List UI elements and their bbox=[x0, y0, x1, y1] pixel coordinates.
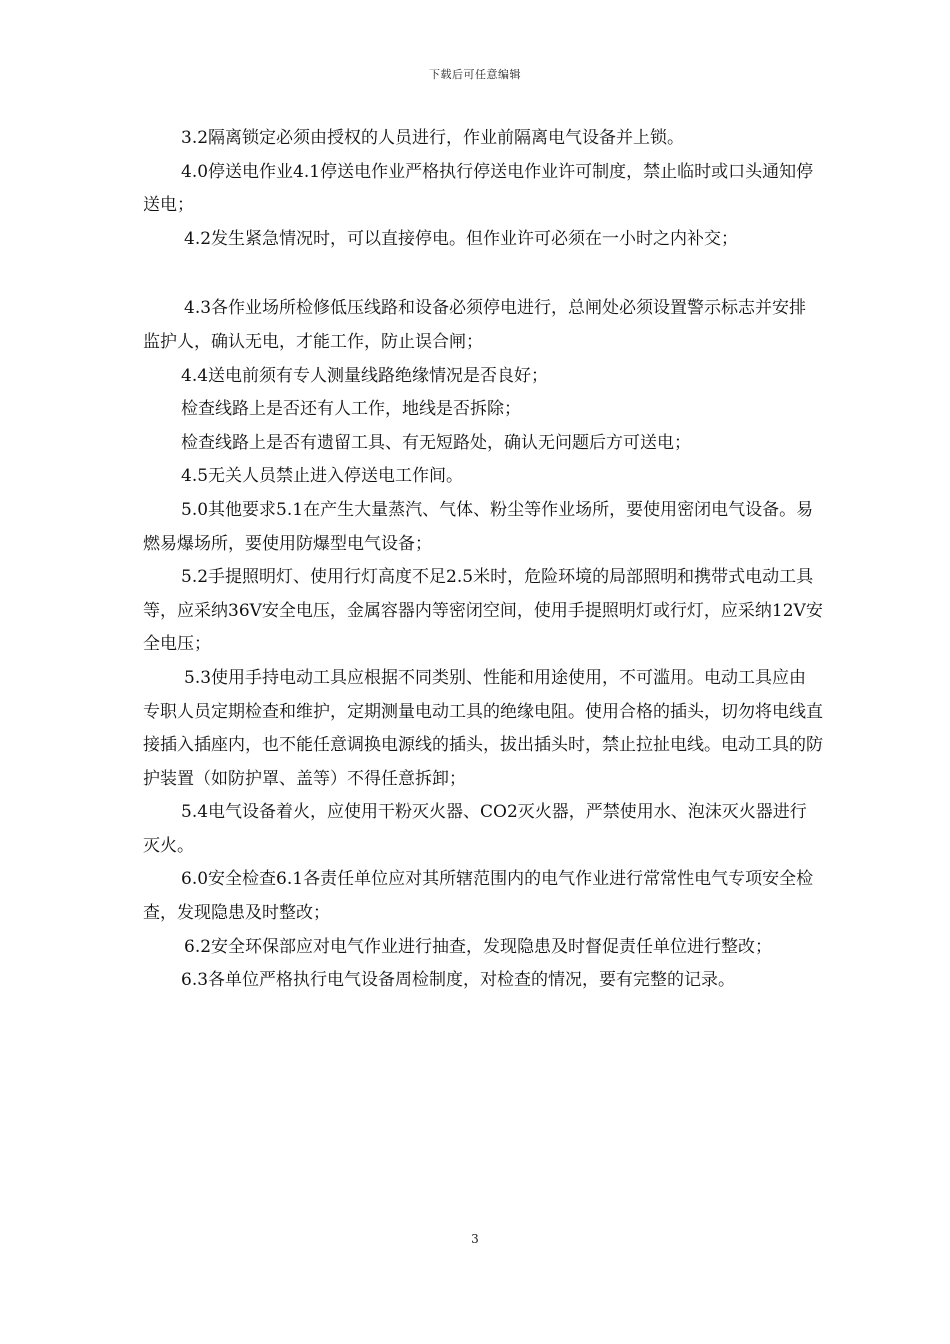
paragraph-check-2: 检查线路上是否有遗留工具、有无短路处，确认无问题后方可送电； bbox=[181, 432, 691, 453]
paragraph-4-2: 4.2发生紧急情况时，可以直接停电。但作业许可必须在一小时之内补交； bbox=[184, 228, 739, 249]
paragraph-4-3: 4.3各作业场所检修低压线路和设备必须停电进行，总闸处必须设置警示标志并安排监护人，确认无电，才能工作，防止误合闸； bbox=[143, 298, 807, 352]
paragraph-5-0: 5.0其他要求5.1在产生大量蒸汽、气体、粉尘等作业场所，要使用密闭电气设备。易燃易爆场所，要使用防爆型电气设备； bbox=[143, 499, 814, 554]
paragraph-6-0: 6.0安全检查6.1各责任单位应对其所辖范围内的电气作业进行常常性电气专项安全检查，发现隐患及时整改； bbox=[143, 869, 814, 924]
paragraph-4-0: 4.0停送电作业4.1停送电作业严格执行停送电作业许可制度，禁止临时或口头通知停送电； bbox=[143, 161, 814, 216]
paragraph-4-5: 4.5无关人员禁止进入停送电工作间。 bbox=[181, 466, 464, 487]
paragraph-5-2: 5.2手提照明灯、使用行灯高度不足2.5米时，危险环境的局部照明和携带式电动工具等，应采纳36V安全电压，金属容器内等密闭空间，使用手提照明灯或行灯，应采纳12V安全电压； bbox=[143, 567, 823, 655]
paragraph-6-2: 6.2安全环保部应对电气作业进行抽查，发现隐患及时督促责任单位进行整改； bbox=[184, 936, 773, 957]
page-number: 3 bbox=[471, 1232, 479, 1246]
paragraph-4-4: 4.4送电前须有专人测量线路绝缘情况是否良好； bbox=[181, 365, 549, 386]
paragraph-6-3: 6.3各单位严格执行电气设备周检制度，对检查的情况，要有完整的记录。 bbox=[181, 970, 736, 991]
paragraph-5-3: 5.3使用手持电动工具应根据不同类别、性能和用途使用，不可滥用。电动工具应由专职人员定期检查和维护，定期测量电动工具的绝缘电阻。使用合格的插头，切勿将电线直接插入插座内，也不能任意调换电源线的插头，拔出插头时，禁止拉扯电线。电动工具的防护装置（如防护罩、盖等）不得任意拆卸； bbox=[143, 667, 823, 789]
paragraph-check-1: 检查线路上是否还有人工作，地线是否拆除； bbox=[181, 399, 521, 420]
paragraph-5-4: 5.4电气设备着火，应使用干粉灭火器、CO2灭火器，严禁使用水、泡沫灭火器进行灭火。 bbox=[143, 802, 807, 856]
document-body bbox=[143, 122, 823, 998]
paragraph-3-2: 3.2隔离锁定必须由授权的人员进行，作业前隔离电气设备并上锁。 bbox=[181, 128, 685, 148]
page-header: 下载后可任意编辑 bbox=[429, 68, 521, 81]
